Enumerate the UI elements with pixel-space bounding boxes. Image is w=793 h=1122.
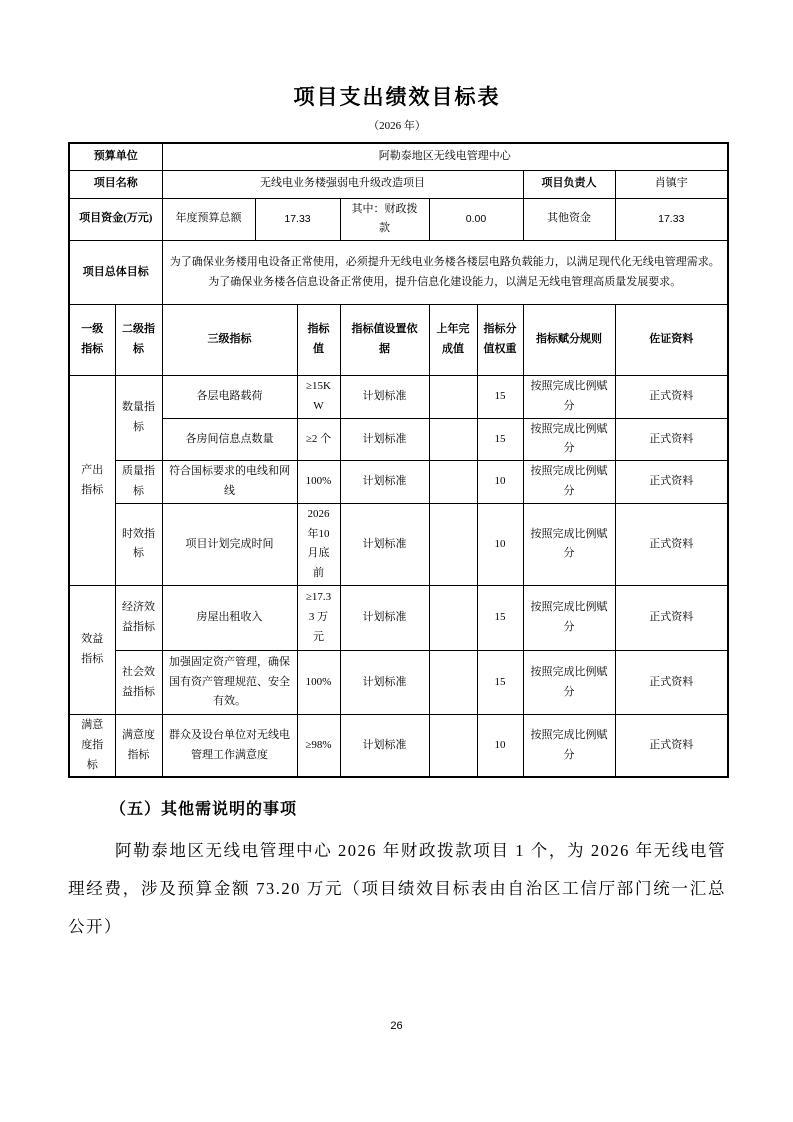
indicator-weight-cell: 15 — [477, 586, 523, 651]
overall-goal-row — [69, 241, 728, 305]
header-level1: 一级指标 — [69, 305, 115, 376]
fiscal-allocation-value-cell: 0.00 — [429, 198, 523, 241]
page-number: 26 — [390, 1020, 403, 1032]
indicator-weight-cell: 10 — [477, 503, 523, 585]
indicator-rule-cell: 按照完成比例赋分 — [523, 376, 615, 419]
subgroup-economic-cell: 经济效益指标 — [115, 586, 162, 651]
indicator-third-cell: 加强固定资产管理，确保国有资产管理规范、安全有效。 — [162, 651, 297, 715]
indicator-evidence-cell: 正式资料 — [615, 715, 728, 778]
indicator-evidence-cell: 正式资料 — [615, 418, 728, 461]
indicator-evidence-cell: 正式资料 — [615, 461, 728, 504]
overall-goal-value-cell: 为了确保业务楼用电设备正常使用，必须提升无线电业务楼各楼层电路负载能力，以满足现代化无线电管理需求。为了确保业务楼各信息设备正常使用，提升信息化建设能力，以满足无线电管理高质量发展要求。 — [162, 241, 728, 305]
indicator-row — [69, 376, 728, 419]
indicator-basis-cell: 计划标准 — [340, 651, 429, 715]
annual-budget-value-cell: 17.33 — [255, 198, 340, 241]
document-title: 项目支出绩效目标表 — [293, 85, 501, 109]
budget-unit-label-cell: 预算单位 — [69, 143, 162, 170]
header-rule: 指标赋分规则 — [523, 305, 615, 376]
overall-goal-label-cell: 项目总体目标 — [69, 241, 162, 305]
document-subtitle: （2026 年） — [368, 120, 426, 132]
subgroup-quantity-cell: 数量指标 — [115, 376, 162, 461]
indicator-value-cell: 100% — [297, 651, 340, 715]
project-leader-value-cell: 肖镇宇 — [615, 170, 728, 198]
notes-heading: （五）其他需说明的事项 — [110, 801, 298, 819]
indicator-prev-year-cell — [429, 651, 477, 715]
group-output-cell: 产出指标 — [69, 376, 115, 586]
indicator-prev-year-cell — [429, 586, 477, 651]
indicator-weight-cell: 15 — [477, 418, 523, 461]
project-name-value-cell: 无线电业务楼强弱电升级改造项目 — [162, 170, 523, 198]
indicator-prev-year-cell — [429, 715, 477, 778]
indicator-basis-cell: 计划标准 — [340, 586, 429, 651]
budget-unit-row — [69, 143, 728, 170]
indicator-rule-cell: 按照完成比例赋分 — [523, 418, 615, 461]
indicator-rule-cell: 按照完成比例赋分 — [523, 586, 615, 651]
indicator-rule-cell: 按照完成比例赋分 — [523, 715, 615, 778]
indicator-row — [69, 418, 728, 461]
indicator-basis-cell: 计划标准 — [340, 461, 429, 504]
indicator-third-cell: 各房间信息点数量 — [162, 418, 297, 461]
indicator-value-cell: 100% — [297, 461, 340, 504]
other-funds-value-cell: 17.33 — [615, 198, 728, 241]
indicator-weight-cell: 10 — [477, 715, 523, 778]
budget-unit-value-cell: 阿勒泰地区无线电管理中心 — [162, 143, 728, 170]
header-evidence: 佐证资料 — [615, 305, 728, 376]
other-funds-label-cell: 其他资金 — [523, 198, 615, 241]
indicator-prev-year-cell — [429, 418, 477, 461]
indicator-basis-cell: 计划标准 — [340, 418, 429, 461]
project-name-label-cell: 项目名称 — [69, 170, 162, 198]
indicator-third-cell: 各层电路载荷 — [162, 376, 297, 419]
indicator-row — [69, 715, 728, 778]
indicator-prev-year-cell — [429, 376, 477, 419]
indicator-value-cell: ≥2 个 — [297, 418, 340, 461]
indicator-weight-cell: 10 — [477, 461, 523, 504]
indicator-rule-cell: 按照完成比例赋分 — [523, 503, 615, 585]
indicator-third-cell: 符合国标要求的电线和网线 — [162, 461, 297, 504]
indicator-basis-cell: 计划标准 — [340, 503, 429, 585]
performance-target-table — [68, 142, 729, 778]
header-prev-year: 上年完成值 — [429, 305, 477, 376]
subgroup-quality-cell: 质量指标 — [115, 461, 162, 504]
fiscal-allocation-label-cell: 其中：财政拨款 — [340, 198, 429, 241]
subgroup-timeliness-cell: 时效指标 — [115, 503, 162, 585]
annual-budget-label-cell: 年度预算总额 — [162, 198, 255, 241]
header-weight: 指标分值权重 — [477, 305, 523, 376]
project-leader-label-cell: 项目负责人 — [523, 170, 615, 198]
indicator-value-cell: ≥17.33 万元 — [297, 586, 340, 651]
indicator-row — [69, 503, 728, 585]
indicator-value-cell: 2026年10月底前 — [297, 503, 340, 585]
indicator-value-cell: ≥98% — [297, 715, 340, 778]
notes-section — [68, 798, 726, 946]
header-value: 指标值 — [297, 305, 340, 376]
indicator-rule-cell: 按照完成比例赋分 — [523, 651, 615, 715]
indicator-weight-cell: 15 — [477, 651, 523, 715]
indicator-evidence-cell: 正式资料 — [615, 586, 728, 651]
indicator-third-cell: 项目计划完成时间 — [162, 503, 297, 585]
project-funds-label-cell: 项目资金(万元) — [69, 198, 162, 241]
indicator-evidence-cell: 正式资料 — [615, 651, 728, 715]
indicator-prev-year-cell — [429, 503, 477, 585]
indicator-third-cell: 群众及设台单位对无线电管理工作满意度 — [162, 715, 297, 778]
indicator-rule-cell: 按照完成比例赋分 — [523, 461, 615, 504]
indicator-prev-year-cell — [429, 461, 477, 504]
indicator-third-cell: 房屋出租收入 — [162, 586, 297, 651]
indicator-weight-cell: 15 — [477, 376, 523, 419]
group-benefit-cell: 效益指标 — [69, 586, 115, 715]
project-funds-row — [69, 198, 728, 241]
indicator-value-cell: ≥15KW — [297, 376, 340, 419]
indicator-basis-cell: 计划标准 — [340, 715, 429, 778]
indicator-row — [69, 461, 728, 504]
project-name-row — [69, 170, 728, 198]
indicator-header-row — [69, 305, 728, 376]
header-level2: 二级指标 — [115, 305, 162, 376]
group-satisfaction-cell: 满意度指标 — [69, 715, 115, 778]
header-level3: 三级指标 — [162, 305, 297, 376]
subgroup-social-cell: 社会效益指标 — [115, 651, 162, 715]
indicator-basis-cell: 计划标准 — [340, 376, 429, 419]
indicator-row — [69, 586, 728, 651]
indicator-row — [69, 651, 728, 715]
subgroup-satisfaction-cell: 满意度指标 — [115, 715, 162, 778]
header-basis: 指标值设置依据 — [340, 305, 429, 376]
indicator-evidence-cell: 正式资料 — [615, 376, 728, 419]
indicator-evidence-cell: 正式资料 — [615, 503, 728, 585]
notes-paragraph: 阿勒泰地区无线电管理中心 2026 年财政拨款项目 1 个，为 2026 年无线电管理经费，涉及预算金额 73.20 万元（项目绩效目标表由自治区工信厅部门统一汇总公开） — [68, 841, 726, 937]
